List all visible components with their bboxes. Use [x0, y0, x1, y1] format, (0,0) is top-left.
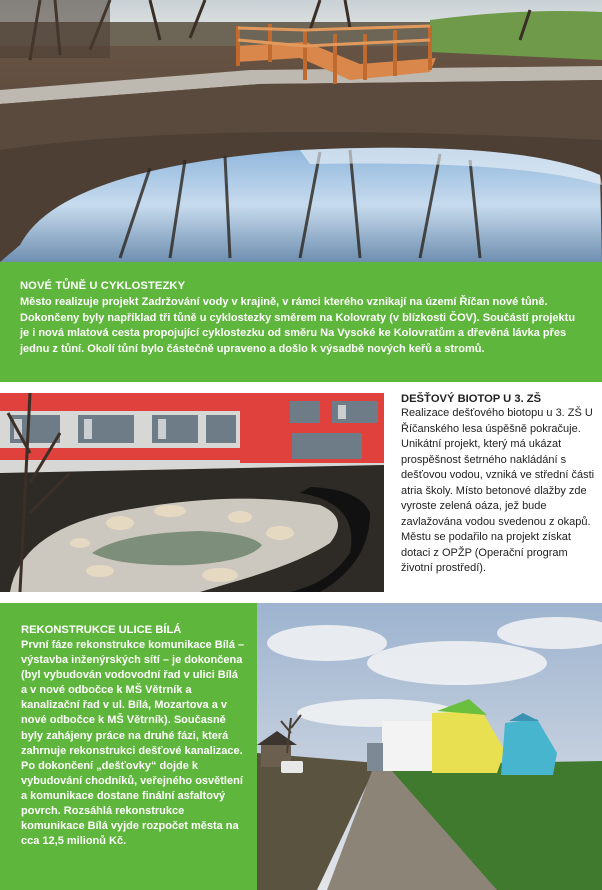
pond-article-box [0, 262, 602, 382]
bila-street-photo [257, 603, 602, 890]
bila-street-article-box [0, 603, 257, 890]
bila-street-article-text: První fáze rekonstrukce komunikace Bílá – výstavba inženýrských sítí – je dokončena (byl vybudován vodovodní řad v ulici Bílá a v nové odbočce k MŠ Větrník a kanalizační řad v ul. Bílá, Mozartova a v nové odbočce k MŠ Větrník). Současně byly zahájeny práce na druhé fázi, která zahrnuje rekonstrukci dešťové kanalizace. Po dokončení „dešťovky“ dojde k vybudování chodníků, veřejného osvětlení a komunikace dostane finální asfaltový povrch. Rozsáhlá rekonstrukce komunikace Bílá vyjde rozpočet města na cca 12,5 milionů Kč. [21, 639, 245, 848]
school-biotope-photo [0, 393, 384, 592]
biotope-article-text: Realizace dešťového biotopu u 3. ZŠ U Říčanského lesa úspěšně pokračuje. Unikátní projekt, který má ukázat prospěšnost šetrného nakládání s dešťovou vodou, vzniká ve střední části atria školy. Místo betonové dlažby zde vyroste zelená oáza, jež bude zavlažována vodou svedenou z okapů. Městu se podařilo na projekt získat dotaci z OPŽP (Operační program životní prostředí). [401, 407, 595, 574]
pond-article-title: NOVÉ TŮNĚ U CYKLOSTEZKY [20, 280, 186, 292]
biotope-article [401, 393, 601, 577]
pond-article-text: Město realizuje projekt Zadržování vody v krajině, v rámci kterého vznikají na území Říčan nové tůně. Dokončeny byly například tři tůně u cyklostezky směrem na Kolovraty (v blízkosti ČOV). Součástí projektu je i nová mlatová cesta propojující cyklostezku od směru Na Vysoké ke Kolovratům a dřevěná lávka přes jednu z tůní. Okolí tůní bylo částečně upraveno a došlo k výsadbě nových keřů a stromů. [20, 296, 576, 355]
pond-bridge-photo [0, 0, 602, 262]
bila-street-article-title: REKONSTRUKCE ULICE BÍLÁ [21, 624, 182, 636]
biotope-article-title: DEŠŤOVÝ BIOTOP U 3. ZŠ [401, 393, 542, 405]
pond-bridge-illustration [0, 0, 602, 262]
bila-street-illustration [257, 603, 602, 890]
school-biotope-illustration [0, 393, 384, 592]
